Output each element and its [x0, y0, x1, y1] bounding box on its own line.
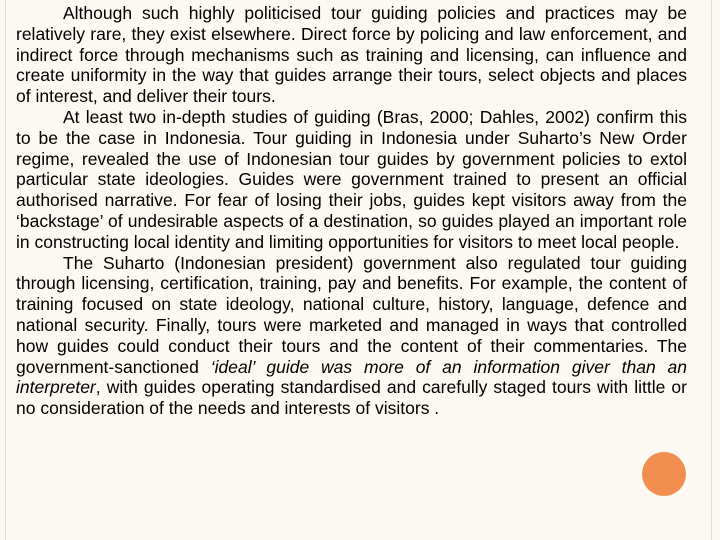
body-text: [16, 3, 687, 419]
paragraph-3-italic: ‘ideal’ guide was more of an information giver than an interpreter: [16, 356, 688, 398]
paragraph-2: At least two in-depth studies of guiding (Bras, 2000; Dahles, 2002) confirm this to be the case in Indonesia. Tour guiding in Indonesia under Suharto’s New Order regime, revealed the use of Indonesian tour guides by government policies to extol particular state ideologies. Guides were government trained to present an official authorised narrative. For fear of losing their jobs, guides kept visitors away from the ‘backstage’ of undesirable aspects of a destination, so guides played an important role in constructing local identity and limiting opportunities for visitors to meet local people.: [16, 106, 687, 252]
paragraph-3-start: The Suharto (Indonesian president) government also regulated tour guiding through licensing, certification, training, pay and benefits. For example, the content of training focused on state ideology, national culture, history, language, defence and national security. Finally, tours were marketed and managed in ways that controlled how guides could conduct their tours and the content of their commentaries. The government-sanctioned: [16, 252, 687, 377]
paragraph-1: Although such highly politicised tour guiding policies and practices may be relatively rare, they exist elsewhere. Direct force by policing and law enforcement, and indirect force through mechanisms such as training and licensing, can influence and create uniformity in the way that guides arrange their tours, select objects and places of interest, and deliver their tours.: [16, 3, 687, 107]
paragraph-3-end: , with guides operating standardised and carefully staged tours with little or no consideration of the needs and interests of visitors .: [16, 377, 687, 419]
paragraph-3: [16, 253, 687, 419]
right-border-line: [711, 0, 712, 540]
left-border-line: [5, 0, 6, 540]
orange-circle-decoration: [642, 452, 686, 496]
